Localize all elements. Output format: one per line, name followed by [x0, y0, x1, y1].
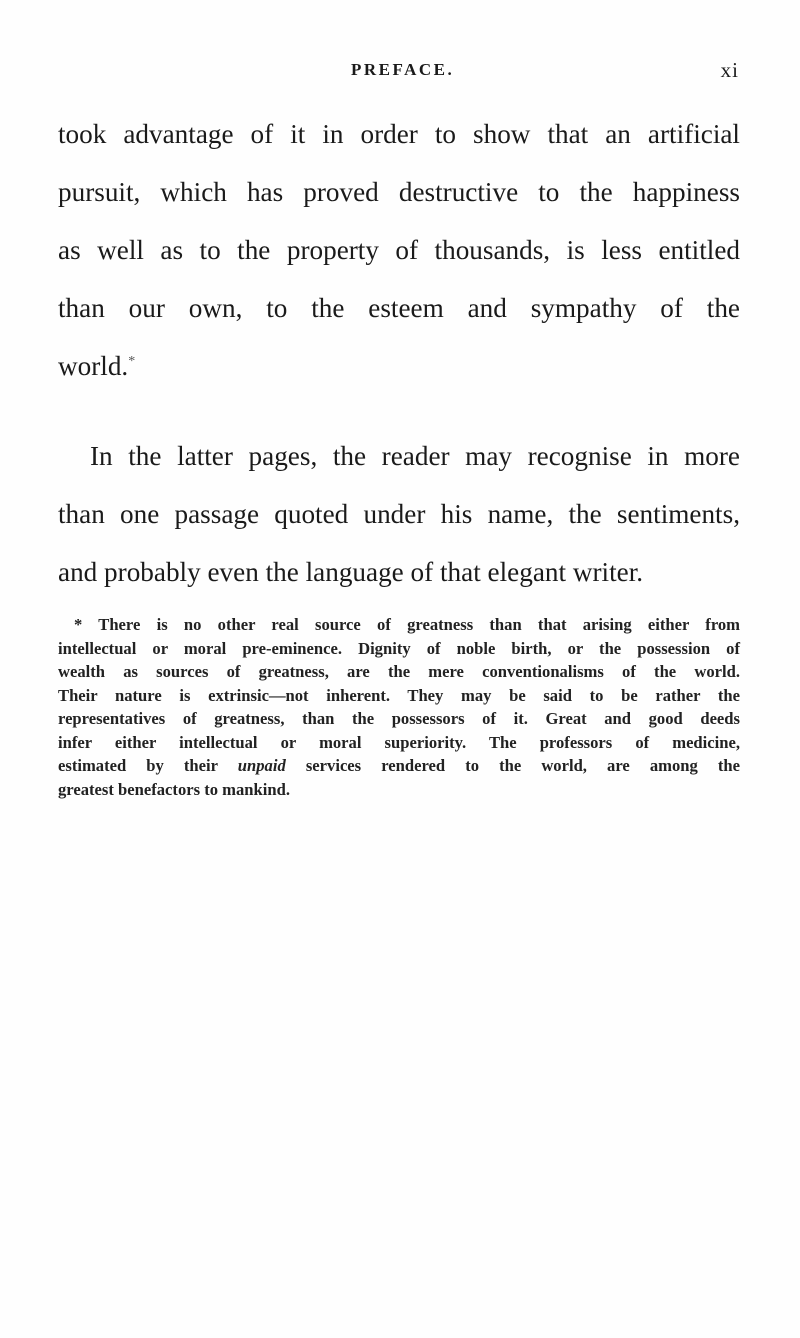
text-line [58, 337, 740, 395]
footnote-line: Their nature is extrinsic—not inherent. They may be said to be rather the [58, 685, 740, 705]
footnote-line: infer either intellectual or moral superiority. The professors of medicine, [58, 732, 740, 752]
footnote-line-prefix: estimated by their [58, 756, 218, 775]
footnote-reference: * [128, 353, 136, 369]
footnote-line-rest: services rendered to the world, are among the [305, 756, 740, 775]
text-line: pursuit, which has proved destructive to the happiness [58, 177, 740, 207]
text-line: and probably even the language of that elegant writer. [58, 557, 644, 587]
footnote-italic-word: unpaid [237, 756, 286, 775]
text-line: as well as to the property of thousands, is less entitled [58, 235, 740, 265]
footnote-line [58, 754, 740, 778]
footnote-line: representatives of greatness, than the possessors of it. Great and good deeds [58, 709, 740, 728]
footnote [58, 613, 740, 801]
text-line: than one passage quoted under his name, the sentiments, [58, 499, 740, 529]
page-number: xi [720, 58, 739, 82]
running-title: PREFACE. [351, 60, 455, 79]
running-head [0, 55, 800, 85]
text-line-words: world. [58, 351, 129, 381]
main-text [58, 105, 740, 601]
footnote-line: greatest benefactors to mankind. [58, 779, 290, 799]
paragraph-2 [58, 427, 740, 601]
paragraph-1 [58, 105, 740, 395]
text-line: took advantage of it in order to show that an artificial [58, 119, 740, 149]
footnote-line: * There is no other real source of greatness than that arising either from [74, 615, 740, 634]
footnote-line: intellectual or moral pre-eminence. Dignity of noble birth, or the possession of [58, 638, 740, 658]
text-line: than our own, to the esteem and sympathy of the [58, 293, 740, 323]
text-line: In the latter pages, the reader may recognise in more [90, 441, 740, 471]
footnote-line: wealth as sources of greatness, are the mere conventionalisms of the world. [58, 662, 740, 681]
